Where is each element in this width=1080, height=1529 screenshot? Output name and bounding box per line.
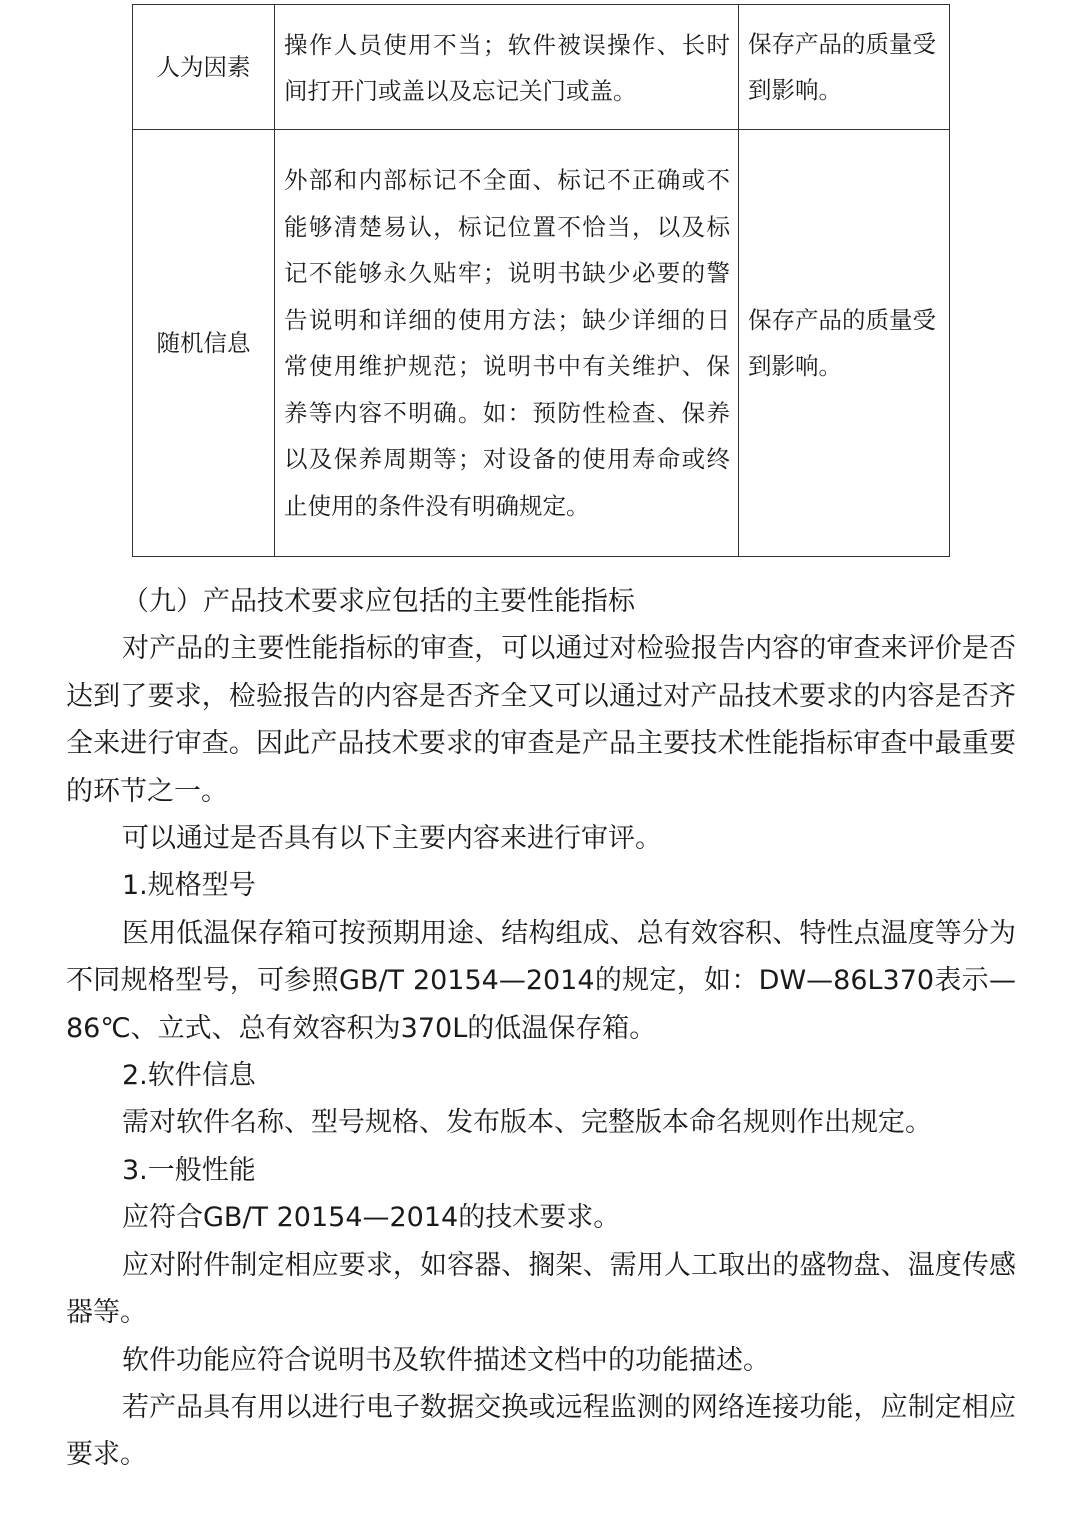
table-row — [133, 130, 950, 557]
body-paragraph: 若产品具有用以进行电子数据交换或远程监测的网络连接功能，应制定相应要求。 — [66, 1391, 1016, 1471]
body-paragraph: 软件功能应符合说明书及软件描述文档中的功能描述。 — [122, 1344, 770, 1376]
risk-factor-cell: 随机信息 — [133, 130, 275, 557]
risk-effect-cell: 保存产品的质量受到影响。 — [739, 5, 950, 130]
body-paragraph: 对产品的主要性能指标的审查，可以通过对检验报告内容的审查来评价是否达到了要求，检验报告的内容是否齐全又可以通过对产品技术要求的内容是否齐全来进行审查。因此产品技术要求的审查是产品主要技术性能指标审查中最重要的环节之一。 — [66, 633, 1016, 807]
subsection-heading: 3.一般性能 — [122, 1154, 256, 1186]
body-paragraph: 医用低温保存箱可按预期用途、结构组成、总有效容积、特性点温度等分为不同规格型号，可参照GB/T 20154—2014的规定，如：DW—86L370表示—86℃、立式、总有效容积为370L的低温保存箱。 — [66, 917, 1016, 1044]
risk-effect-cell: 保存产品的质量受到影响。 — [739, 130, 950, 557]
risk-factor-cell: 人为因素 — [133, 5, 275, 130]
risk-cause-cell: 操作人员使用不当；软件被误操作、长时间打开门或盖以及忘记关门或盖。 — [275, 5, 739, 130]
table-row — [133, 5, 950, 130]
body-paragraph: 应符合GB/T 20154—2014的技术要求。 — [122, 1202, 621, 1234]
body-paragraph: 应对附件制定相应要求，如容器、搁架、需用人工取出的盛物盘、温度传感器等。 — [66, 1249, 1016, 1329]
body-paragraph: 可以通过是否具有以下主要内容来进行审评。 — [122, 823, 662, 855]
document-body — [66, 578, 1016, 1479]
risk-cause-cell: 外部和内部标记不全面、标记不正确或不能够清楚易认，标记位置不恰当，以及标记不能够永久贴牢；说明书缺少必要的警告说明和详细的使用方法；缺少详细的日常使用维护规范；说明书中有关维护、保养等内容不明确。如：预防性检查、保养以及保养周期等；对设备的使用寿命或终止使用的条件没有明确规定。 — [275, 130, 739, 557]
risk-analysis-table — [132, 4, 950, 557]
body-paragraph: 需对软件名称、型号规格、发布版本、完整版本命名规则作出规定。 — [122, 1107, 932, 1139]
section-heading: （九）产品技术要求应包括的主要性能指标 — [122, 586, 635, 617]
subsection-heading: 2.软件信息 — [122, 1060, 256, 1092]
subsection-heading: 1.规格型号 — [122, 870, 256, 902]
